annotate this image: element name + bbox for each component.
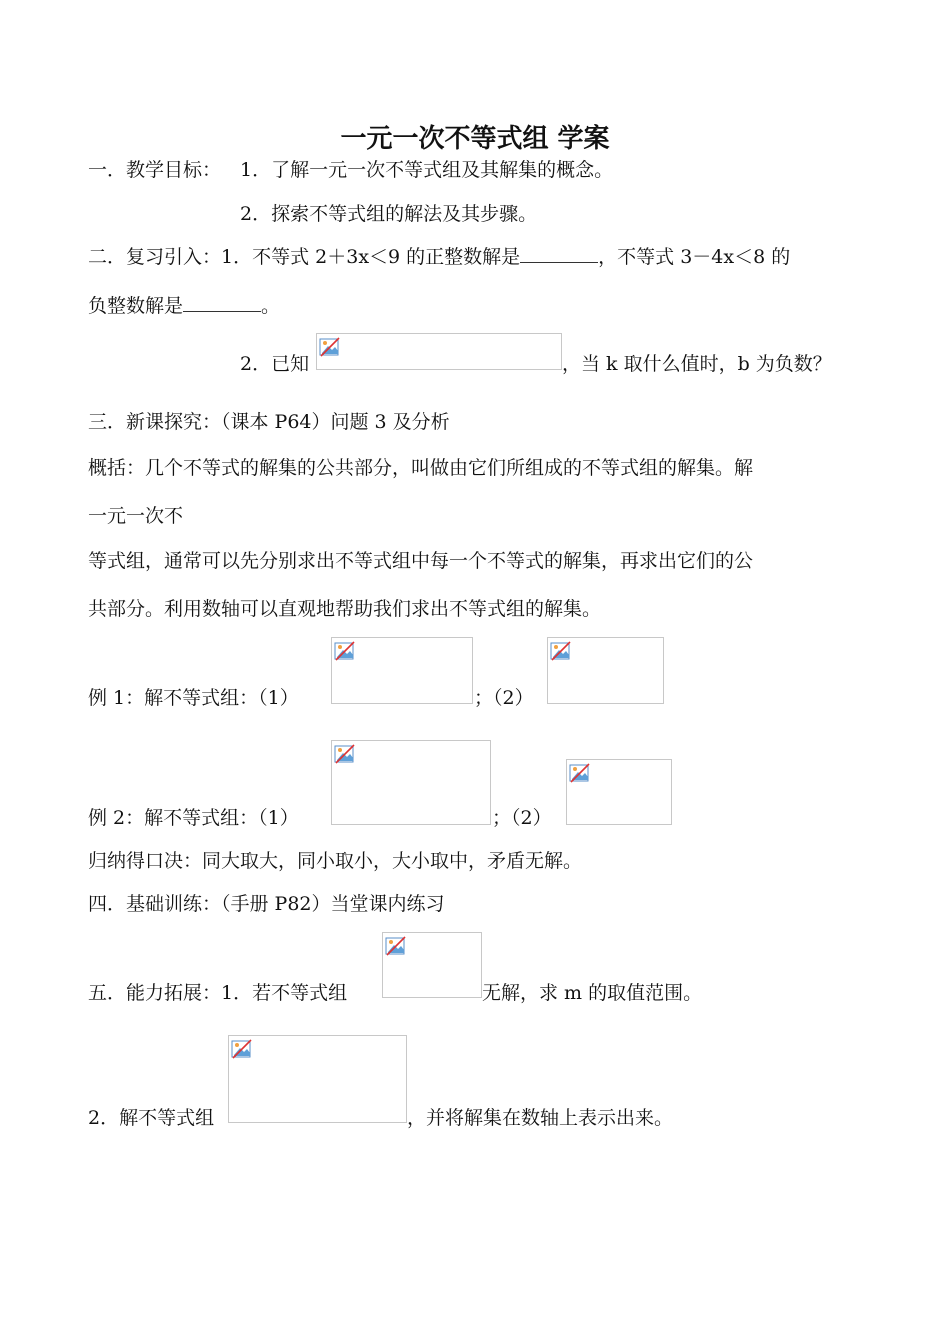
example-2-separator: ；（2） — [492, 807, 552, 829]
review-line-2 — [88, 294, 280, 318]
formula-image — [331, 740, 491, 825]
broken-image-icon — [569, 762, 591, 784]
example-1-separator: ；（2） — [474, 687, 534, 709]
answer-blank — [520, 246, 598, 263]
section-5-q2-tail: ，并将解集在数轴上表示出来。 — [407, 1107, 674, 1129]
section-2-label: 二．复习引入： — [88, 246, 222, 268]
section-3-heading: 三．新课探究：（课本 P64）问题 3 及分析 — [88, 411, 450, 433]
formula-image — [331, 637, 473, 704]
review-q2-part-a: 2．已知 — [240, 353, 310, 375]
broken-image-icon — [385, 935, 407, 957]
review-q2-part-b: ，当 k 取什么值时，b 为负数？ — [562, 353, 832, 375]
summary-line-1: 概括：几个不等式的解集的公共部分，叫做由它们所组成的不等式组的解集。解 — [88, 457, 754, 479]
formula-image — [316, 333, 562, 370]
review-q1-part-a: 1．不等式 2＋3x＜9 的正整数解是 — [221, 246, 521, 268]
section-5-q1-label: 五．能力拓展：1．若不等式组 — [88, 982, 348, 1004]
objective-1: 1．了解一元一次不等式组及其解集的概念。 — [240, 159, 614, 181]
review-q1-part-d: 。 — [261, 295, 281, 317]
broken-image-icon — [550, 640, 572, 662]
summary-line-4: 共部分。利用数轴可以直观地帮助我们求出不等式组的解集。 — [88, 598, 602, 620]
page-title: 一元一次不等式组 学案 — [340, 124, 610, 154]
section-5-q1-tail: 无解，求 m 的取值范围。 — [482, 982, 703, 1004]
broken-image-icon — [231, 1038, 253, 1060]
answer-blank — [183, 295, 261, 312]
formula-image — [228, 1035, 407, 1123]
formula-image — [566, 759, 672, 825]
review-q1-part-b: ，不等式 3－4x＜8 的 — [598, 246, 791, 268]
broken-image-icon — [334, 743, 356, 765]
broken-image-icon — [334, 640, 356, 662]
mnemonic-rule: 归纳得口决：同大取大，同小取小，大小取中，矛盾无解。 — [88, 850, 583, 872]
section-5-q2-label: 2．解不等式组 — [88, 1107, 215, 1129]
broken-image-icon — [319, 336, 341, 358]
section-4-heading: 四．基础训练：（手册 P82）当堂课内练习 — [88, 893, 445, 915]
review-q1-part-c: 负整数解是 — [88, 295, 184, 317]
summary-line-2: 一元一次不 — [88, 505, 184, 527]
objective-2: 2．探索不等式组的解法及其步骤。 — [240, 203, 538, 225]
example-2-label: 例 2：解不等式组：（1） — [88, 807, 299, 829]
formula-image — [382, 932, 482, 998]
section-1-label: 一．教学目标： — [88, 159, 222, 181]
summary-line-3: 等式组，通常可以先分别求出不等式组中每一个不等式的解集，再求出它们的公 — [88, 550, 754, 572]
formula-image — [547, 637, 664, 704]
example-1-label: 例 1：解不等式组：（1） — [88, 687, 299, 709]
review-line-1 — [88, 245, 790, 269]
